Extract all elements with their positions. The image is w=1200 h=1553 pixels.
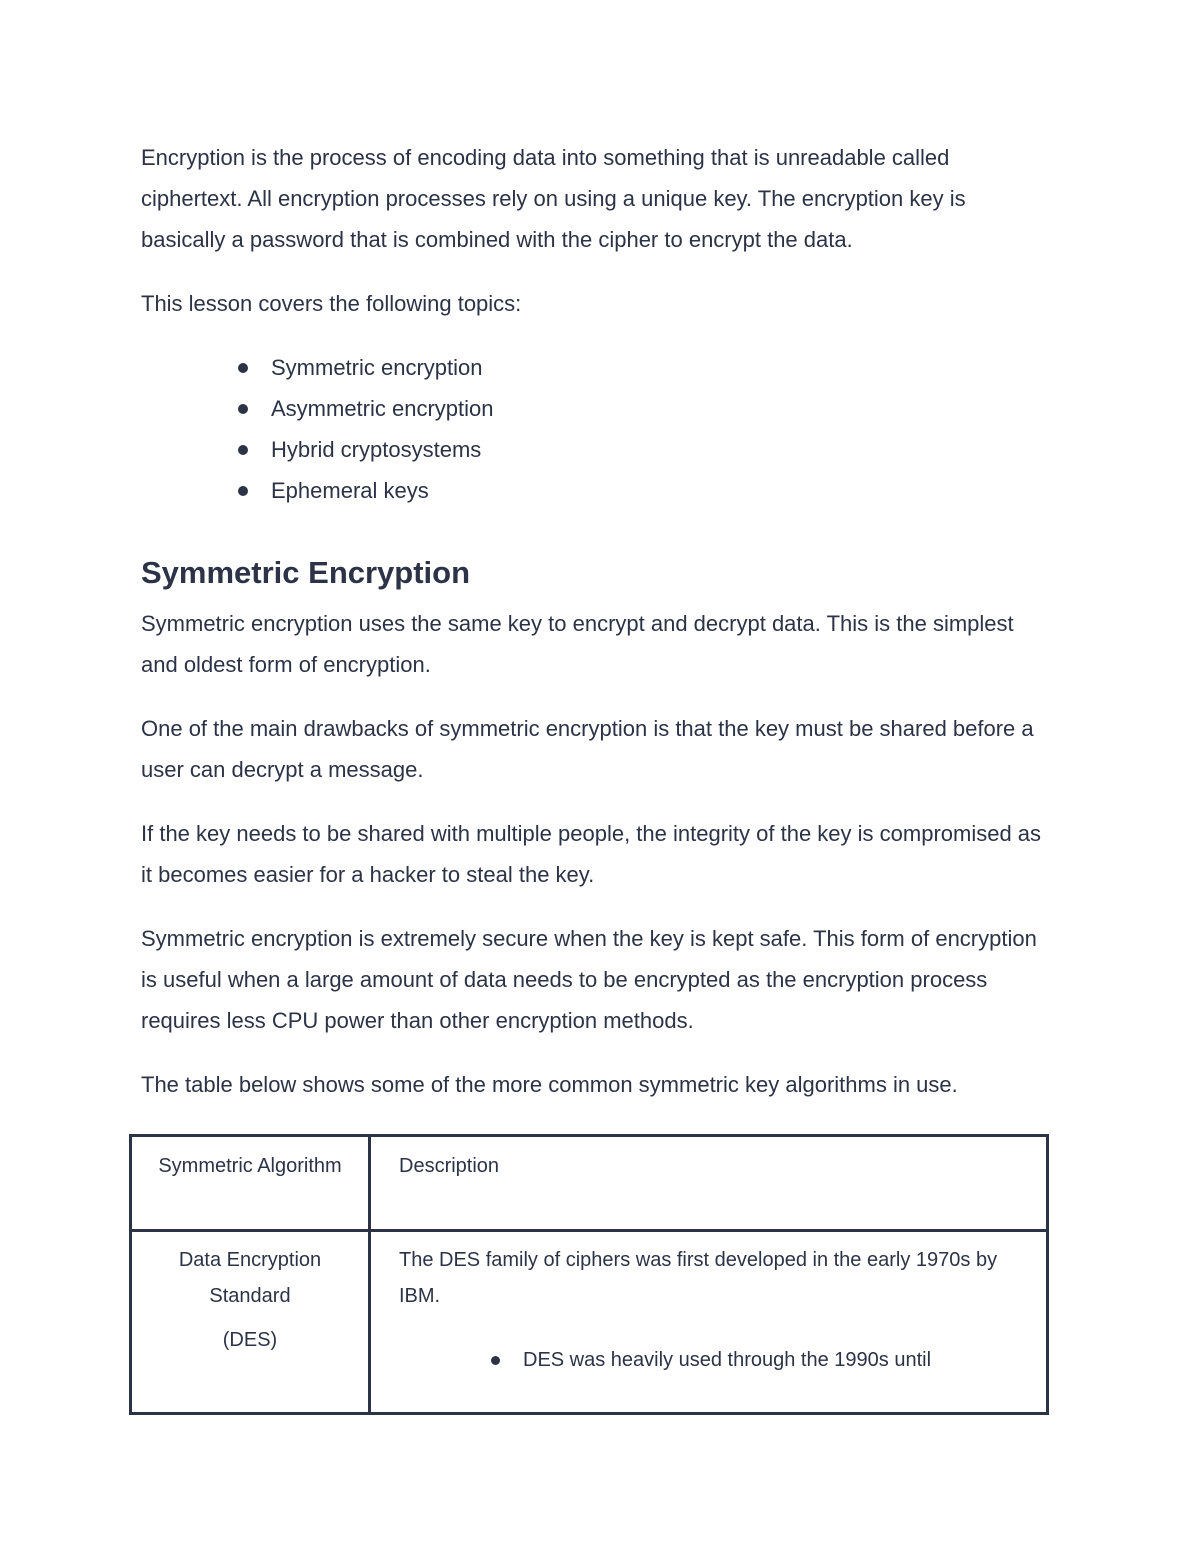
topics-lead: This lesson covers the following topics: xyxy=(141,291,522,316)
topics-list xyxy=(141,347,1051,511)
description-cell xyxy=(370,1231,1048,1414)
algorithm-cell xyxy=(131,1231,370,1414)
symmetric-paragraph: Symmetric encryption is extremely secure when the key is kept safe. This form of encryption is useful when a large amount of data needs to be encrypted as the encryption process requires less CPU power than other encryption methods. xyxy=(141,926,1037,1033)
list-item xyxy=(236,470,1051,511)
description-text: The DES family of ciphers was first developed in the early 1970s by IBM. xyxy=(399,1249,998,1307)
section-heading: Symmetric Encryption xyxy=(141,555,471,590)
algorithm-name: Data Encryption Standard xyxy=(178,1249,322,1307)
description-bullet-text: DES was heavily used through the 1990s until xyxy=(523,1349,932,1371)
bullet-icon xyxy=(238,486,248,496)
header-algorithm-cell: Symmetric Algorithm xyxy=(131,1136,370,1231)
table-header-row xyxy=(131,1136,1048,1231)
table-intro-paragraph: The table below shows some of the more common symmetric key algorithms in use. xyxy=(141,1072,958,1097)
description-bullets xyxy=(399,1342,1018,1378)
symmetric-paragraph: If the key needs to be shared with multiple people, the integrity of the key is compromised as it becomes easier for a hacker to steal the key. xyxy=(141,821,1042,887)
bullet-icon xyxy=(238,363,248,373)
topic-label: Hybrid cryptosystems xyxy=(271,437,482,462)
table-row xyxy=(131,1231,1048,1414)
list-item xyxy=(236,388,1051,429)
topic-label: Ephemeral keys xyxy=(271,478,429,503)
topic-label: Symmetric encryption xyxy=(271,355,483,380)
list-item xyxy=(236,347,1051,388)
bullet-icon xyxy=(238,404,248,414)
list-item xyxy=(236,429,1051,470)
bullet-icon xyxy=(491,1356,500,1365)
document-page xyxy=(141,137,1051,1128)
bullet-icon xyxy=(238,445,248,455)
algorithm-abbreviation: (DES) xyxy=(222,1329,278,1351)
header-description-cell: Description xyxy=(370,1136,1048,1231)
intro-paragraph: Encryption is the process of encoding data into something that is unreadable called ciphertext. All encryption processes rely on using a unique key. The encryption key is basically a password that is combined with the cipher to encrypt the data. xyxy=(141,145,966,252)
symmetric-paragraph: One of the main drawbacks of symmetric encryption is that the key must be shared before a user can decrypt a message. xyxy=(141,716,1034,782)
symmetric-algorithms-table xyxy=(129,1134,1049,1415)
topic-label: Asymmetric encryption xyxy=(271,396,494,421)
symmetric-paragraph: Symmetric encryption uses the same key to encrypt and decrypt data. This is the simplest and oldest form of encryption. xyxy=(141,611,1014,677)
list-item xyxy=(489,1342,1018,1378)
